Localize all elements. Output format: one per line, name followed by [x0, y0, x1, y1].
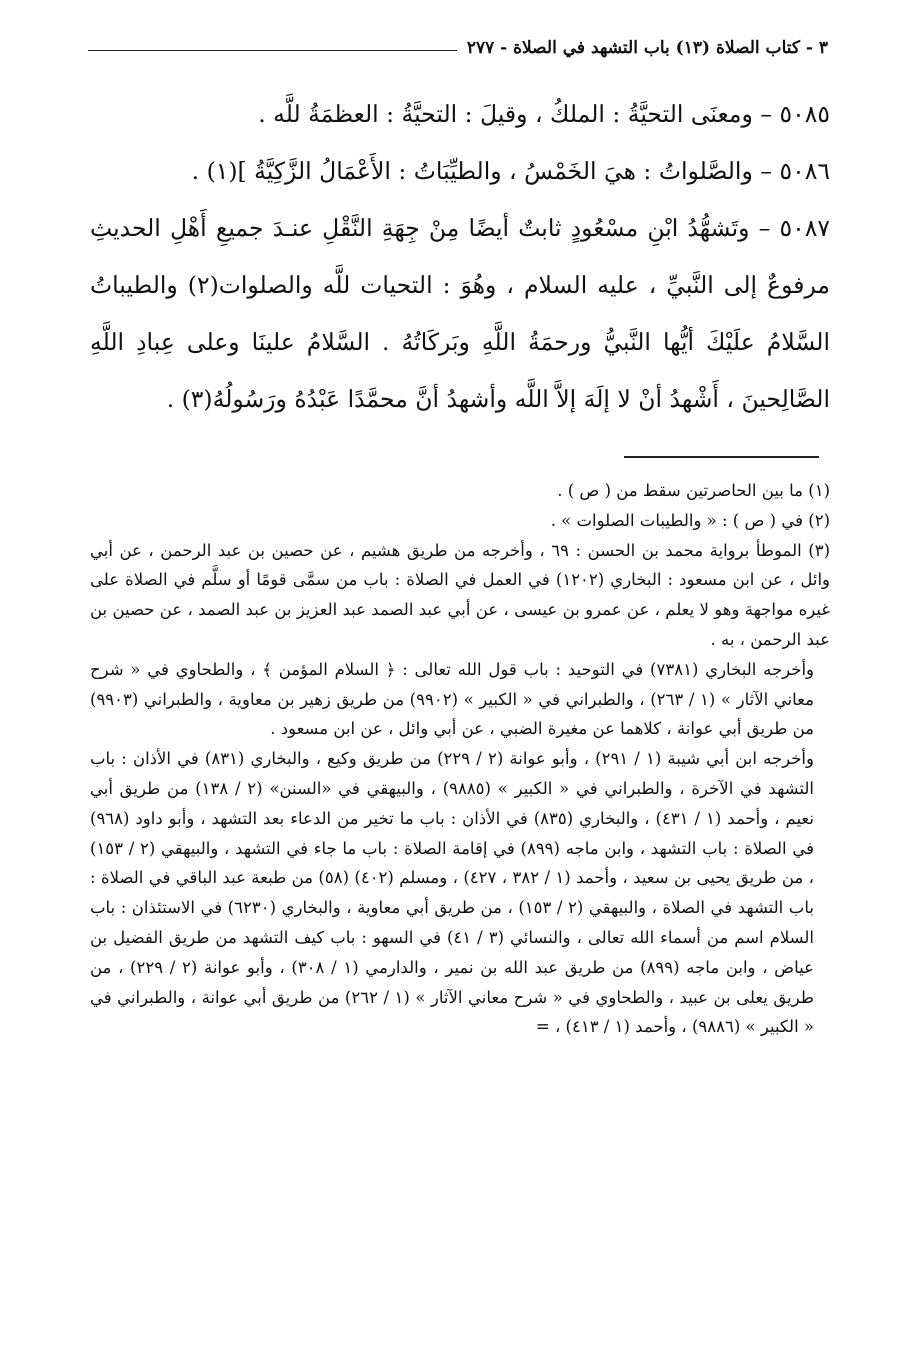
running-header: [88, 30, 828, 66]
header-rule: [88, 50, 457, 51]
footnotes: [90, 476, 830, 1042]
footnote-1: (١) ما بين الحاصرتين سقط من ( ص ) .: [557, 481, 830, 500]
header-title: ٣ - كتاب الصلاة (١٣) باب التشهد في الصلاة - ٢٧٧: [466, 38, 828, 58]
footnote-2: (٢) في ( ص ) : « والطيبات الصلوات » .: [550, 510, 830, 530]
main-text: [90, 86, 830, 428]
paragraph-5087: ٥٠٨٧ – وتَشهُّدُ ابْنِ مسْعُودٍ ثابتٌ أيضًا مِنْ جِهَةِ النَّقْلِ عنـدَ جميعِ أَهْلِ الحديثِ مرفوعٌ إلى النَّبيِّ ، عليه السلام ، وهُوَ : التحيات للَّه والصلوات(٢) والطيباتُ السَّلامُ علَيْكَ أيُّها النَّبيُّ ورحمَةُ اللَّهِ وبَركَاتُهُ . السَّلامُ علينَا وعلى عِبادِ اللَّهِ الصَّالِحينَ ، أَشْهدُ أنْ لا إلَهَ إلاَّ اللَّه وأشهدُ أنَّ محمَّدًا عَبْدُهُ ورَسُولُهُ(٣) .: [90, 214, 830, 413]
footnote-3: (٣) الموطأ برواية محمد بن الحسن : ٦٩ ، وأخرجه من طريق هشيم ، عن حصين بن عبد الرحمن ، عن أبي وائل ، عن ابن مسعود : البخاري (١٢٠٢) في العمل في الصلاة : باب من سمَّى قومًا أو سلَّم في الصلاة على غيره مواجهة وهو لا يعلم ، عن عمرو بن عيسى ، عن أبي عبد الصمد عبد العزيز بن عبد الصمد ، عن حصين بن عبد الرحمن ، به .: [90, 540, 830, 649]
footnote-separator: [624, 456, 819, 458]
paragraph-5086: ٥٠٨٦ – والصَّلواتُ : هيَ الخَمْسُ ، والطيِّبَاتُ : الأَعْمَالُ الزَّكِيَّةُ ](١) .: [191, 157, 830, 185]
footnote-3-paragraph-2: وأخرجه البخاري (٧٣٨١) في التوحيد : باب قول الله تعالى : ﴿ السلام المؤمن ﴾ ، والطحاوي في « شرح معاني الآثار » (١ / ٢٦٣) ، والطبراني في « الكبير » (٩٩٠٢) من طريق زهير بن معاوية ، والطبراني (٩٩٠٣) من طريق أبي عوانة ، كلاهما عن مغيرة الضبي ، عن أبي وائل ، عن ابن مسعود .: [90, 659, 815, 739]
paragraph-5085: ٥٠٨٥ – ومعنَى التحيَّةُ : الملكُ ، وقيلَ : التحيَّةُ : العظمَةُ للَّه .: [258, 100, 830, 128]
footnote-3-paragraph-3: وأخرجه ابن أبي شيبة (١ / ٢٩١) ، وأبو عوانة (٢ / ٢٢٩) من طريق وكيع ، والبخاري (٨٣١) في الأذان : باب التشهد في الآخرة ، والطبراني في « الكبير » (٩٨٨٥) ، والبيهقي في «السنن» (٢ / ١٣٨) من طريق أبي نعيم ، وأحمد (١ / ٤٣١) ، والبخاري (٨٣٥) في الأذان : باب ما تخير من الدعاء بعد التشهد ، وأبو داود (٩٦٨) في الصلاة : باب التشهد ، وابن ماجه (٨٩٩) في إقامة الصلاة : باب ما جاء في التشهد ، والبيهقي (٢ / ١٥٣) ، من طريق يحيى بن سعيد ، وأحمد (١ / ٣٨٢ ، ٤٢٧) ، ومسلم (٤٠٢) (٥٨) من طبعة عبد الباقي في الصلاة : باب التشهد في الصلاة ، والبيهقي (٢ / ١٥٣) ، من طريق أبي معاوية ، والبخاري (٦٢٣٠) في الاستئذان : باب السلام اسم من أسماء الله تعالى ، والنسائي (٣ / ٤١) في السهو : باب كيف التشهد من طريق الفضيل بن عياض ، وابن ماجه (٨٩٩) من طريق عبد الله بن نمير ، والدارمي (١ / ٣٠٨) ، وأبو عوانة (٢ / ٢٢٩) ، من طريق يعلى بن عبيد ، والطحاوي في « شرح معاني الآثار » (١ / ٢٦٢) من طريق أبي عوانة ، والطبراني في « الكبير » (٩٨٨٦) ، وأحمد (١ / ٤١٣) ، =: [90, 749, 814, 1037]
